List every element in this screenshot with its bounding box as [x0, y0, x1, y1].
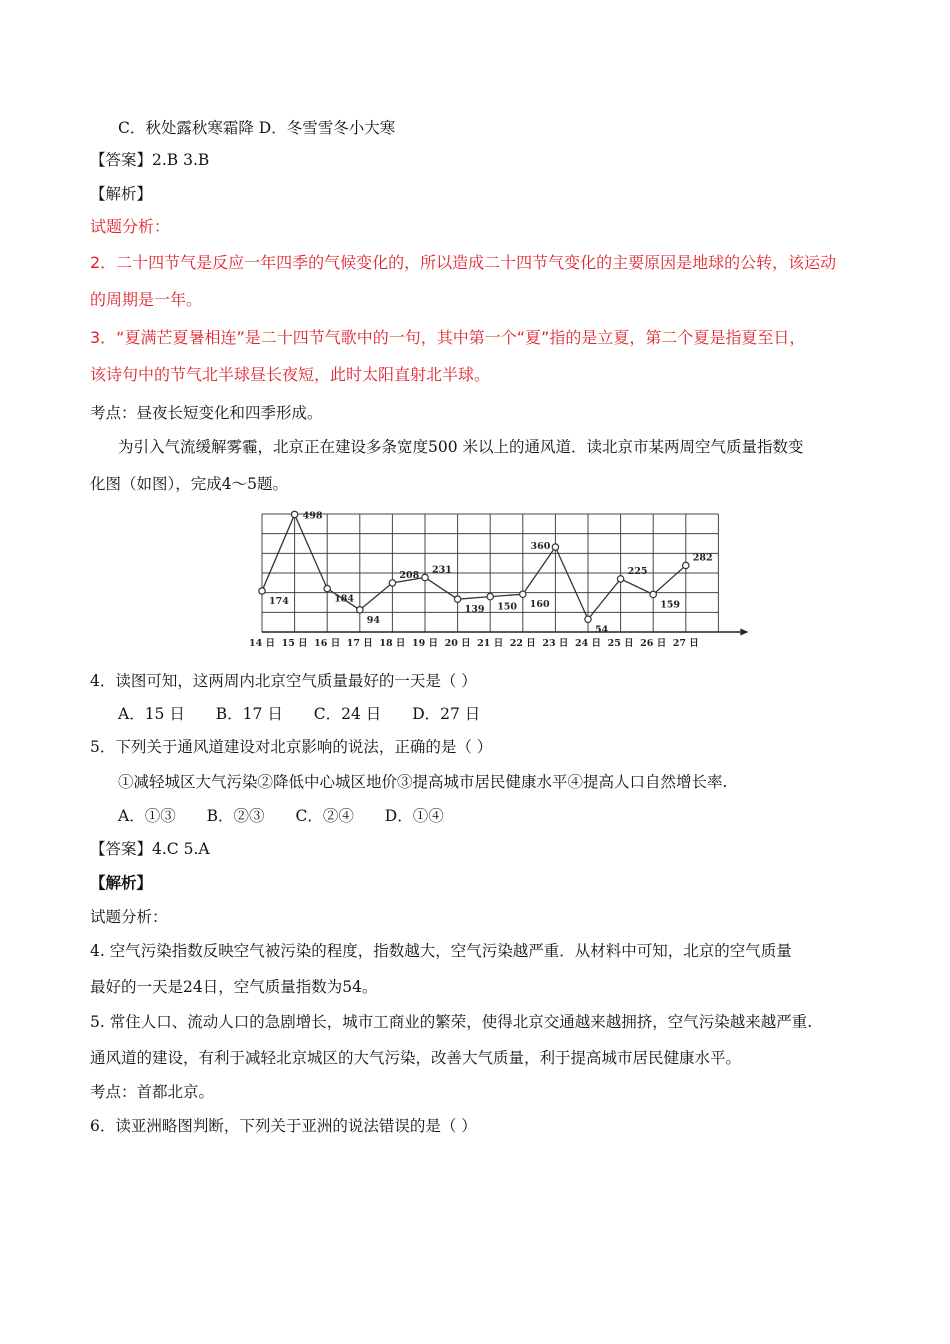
data-label: 150	[497, 601, 518, 613]
x-tick-label: 15 日	[281, 638, 308, 649]
q5-option-a[interactable]: A．①③	[118, 807, 176, 825]
knowledge-point-2: 考点：首都北京。	[90, 1083, 215, 1101]
data-point	[454, 596, 460, 602]
data-label: 231	[432, 564, 452, 576]
question-5-statements: ①减轻城区大气污染②降低中心城区地价③提高城市居民健康水平④提高人口自然增长率.	[118, 773, 728, 791]
x-tick-label: 20 日	[444, 638, 471, 649]
analysis-heading-2: 【解析】	[90, 873, 153, 892]
q4-option-a[interactable]: A．15 日	[118, 705, 185, 723]
material-intro-line1: 为引入气流缓解雾霾，北京正在建设多条宽度500 米以上的通风道．读北京市某两周空气质量指数变	[118, 438, 804, 456]
analysis-2-line2: 的周期是一年。	[90, 290, 203, 309]
analysis-2-line1: 2．二十四节气是反应一年四季的气候变化的，所以造成二十四节气变化的主要原因是地球的公转，该运动	[90, 253, 837, 272]
air-quality-chart	[248, 505, 713, 653]
x-tick-label: 19 日	[411, 638, 439, 649]
data-point	[487, 593, 493, 599]
data-point	[650, 591, 656, 597]
data-point	[357, 607, 363, 613]
analysis-subheading-2: 试题分析：	[90, 908, 168, 926]
data-point	[520, 591, 526, 597]
data-label: 174	[269, 595, 289, 607]
answer-4-5: 【答案】4.C 5.A	[90, 840, 210, 858]
x-tick-label: 14 日	[248, 638, 276, 649]
x-tick-label: 16 日	[314, 638, 341, 649]
question-6: 6．读亚洲略图判断，下列关于亚洲的说法错误的是（ ）	[90, 1117, 477, 1135]
data-point	[422, 574, 428, 580]
q5-option-b[interactable]: B．②③	[206, 807, 265, 825]
q4-option-c[interactable]: C．24 日	[313, 705, 382, 723]
data-point	[552, 544, 558, 550]
data-point	[585, 616, 591, 622]
x-axis-arrow	[740, 629, 748, 636]
q4-option-b[interactable]: B．17 日	[215, 705, 283, 723]
data-point	[291, 511, 297, 517]
data-point	[259, 588, 265, 594]
x-tick-label: 22 日	[509, 638, 536, 649]
data-point	[324, 585, 330, 591]
x-tick-label: 26 日	[640, 638, 667, 649]
q3-options-cd: C．秋处露秋寒霜降 D．冬雪雪冬小大寒	[118, 119, 396, 137]
data-label: 360	[530, 541, 551, 553]
data-label: 225	[627, 565, 648, 577]
analysis-5-line1: 5. 常住人口、流动人口的急剧增长，城市工商业的繁荣，使得北京交通越来越拥挤，空气污染越来越严重.	[90, 1013, 813, 1031]
question-5-options	[118, 805, 470, 827]
x-tick-label: 25 日	[607, 638, 634, 649]
data-label: 159	[660, 599, 681, 611]
q4-option-d[interactable]: D．27 日	[412, 705, 481, 723]
data-label: 54	[595, 624, 609, 636]
material-intro-line2: 化图（如图），完成4～5题。	[90, 475, 288, 493]
analysis-3-line2: 该诗句中的节气北半球昼长夜短，此时太阳直射北半球。	[90, 365, 491, 384]
analysis-4-line2: 最好的一天是24日，空气质量指数为54。	[90, 978, 378, 996]
question-4: 4．读图可知，这两周内北京空气质量最好的一天是（ ）	[90, 672, 477, 690]
analysis-heading-1: 【解析】	[90, 185, 153, 203]
x-tick-label: 23 日	[542, 638, 569, 649]
data-point	[389, 580, 395, 586]
data-label: 184	[334, 593, 355, 605]
x-tick-label: 17 日	[346, 638, 373, 649]
data-point	[683, 562, 689, 568]
data-label: 94	[366, 614, 381, 626]
x-tick-label: 24 日	[574, 638, 602, 649]
q5-option-d[interactable]: D．①④	[384, 807, 444, 825]
question-5: 5．下列关于通风道建设对北京影响的说法，正确的是（ ）	[90, 738, 493, 756]
analysis-4-line1: 4. 空气污染指数反映空气被污染的程度，指数越大，空气污染越严重．从材料中可知，北京的空气质量	[90, 942, 792, 960]
data-label: 208	[399, 569, 420, 581]
knowledge-point-1: 考点：昼夜长短变化和四季形成。	[90, 404, 323, 422]
data-label: 139	[464, 604, 485, 616]
x-tick-label: 21 日	[477, 638, 504, 649]
data-label: 282	[692, 552, 713, 564]
x-tick-label: 18 日	[379, 638, 406, 649]
question-4-options	[118, 703, 506, 725]
analysis-5-line2: 通风道的建设，有利于减轻北京城区的大气污染，改善大气质量，利于提高城市居民健康水平。	[90, 1049, 742, 1067]
answer-2-3: 【答案】2.B 3.B	[90, 151, 210, 169]
analysis-3-line1: 3．“夏满芒夏暑相连”是二十四节气歌中的一句，其中第一个“夏”指的是立夏，第二个夏是指夏至日，	[90, 328, 806, 347]
data-label: 160	[529, 599, 550, 611]
q5-option-c[interactable]: C．②④	[295, 807, 354, 825]
data-label: 498	[302, 510, 323, 522]
analysis-subheading-1: 试题分析：	[90, 217, 171, 236]
x-tick-label: 27 日	[672, 638, 699, 649]
data-point	[617, 576, 623, 582]
